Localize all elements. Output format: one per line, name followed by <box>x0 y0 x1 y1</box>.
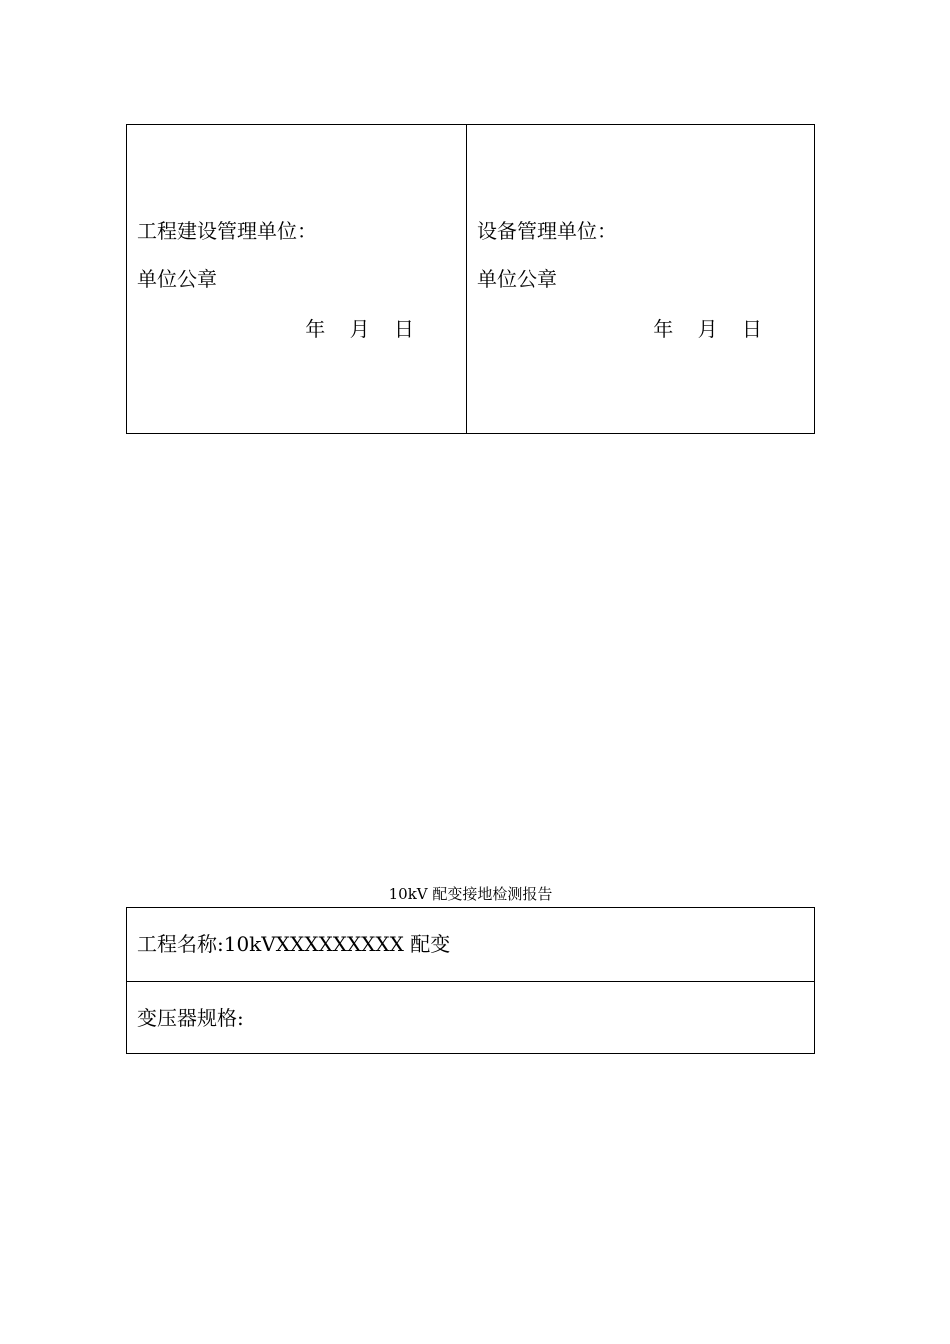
construction-unit-label: 工程建设管理单位： <box>137 219 317 243</box>
date-month: 月 <box>697 317 718 341</box>
date-year: 年 <box>653 317 674 341</box>
construction-unit-seal-label: 单位公章 <box>137 267 217 291</box>
report-info-table <box>126 907 815 1054</box>
equipment-unit-date <box>653 317 762 341</box>
equipment-unit-cell <box>467 125 814 433</box>
signature-table <box>126 124 815 434</box>
project-name-row <box>127 908 814 981</box>
project-name-text: 工程名称:10kVXXXXXXXXX 配变 <box>137 932 451 956</box>
equipment-unit-label: 设备管理单位： <box>477 219 617 243</box>
date-year: 年 <box>305 317 326 341</box>
equipment-unit-seal-label: 单位公章 <box>477 267 557 291</box>
transformer-spec-row <box>127 981 814 1054</box>
construction-unit-cell <box>127 125 467 433</box>
transformer-spec-text: 变压器规格: <box>137 1006 244 1030</box>
report-title: 10kV 配变接地检测报告 <box>388 885 553 903</box>
construction-unit-date <box>305 317 414 341</box>
date-month: 月 <box>349 317 370 341</box>
date-day: 日 <box>742 317 762 341</box>
date-day: 日 <box>394 317 414 341</box>
